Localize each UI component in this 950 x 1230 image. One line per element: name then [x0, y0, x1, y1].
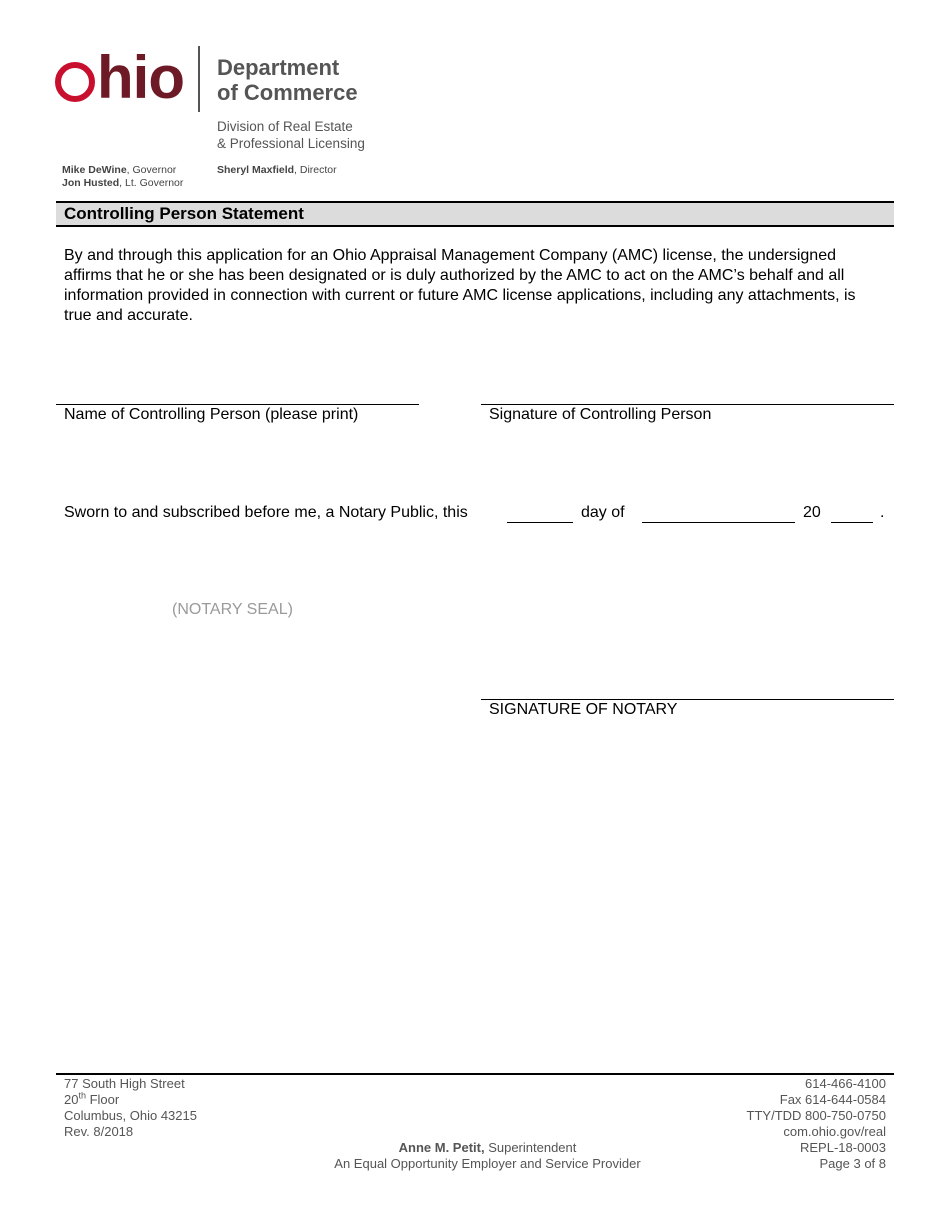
fax: Fax 614-644-0584 — [779, 1092, 886, 1107]
form-number: REPL-18-0003 — [800, 1140, 886, 1155]
lt-governor-title: , Lt. Governor — [119, 177, 184, 189]
sworn-period: . — [880, 504, 885, 521]
address-line-3: Columbus, Ohio 43215 — [64, 1108, 197, 1123]
tty: TTY/TDD 800-750-0750 — [746, 1108, 886, 1123]
logo-divider — [198, 46, 200, 112]
day-of-label: day of — [581, 504, 625, 521]
division-line-1: Division of Real Estate — [217, 119, 353, 134]
department-line-1: Department — [217, 55, 340, 80]
phone: 614-466-4100 — [805, 1076, 886, 1091]
year-prefix: 20 — [803, 504, 821, 521]
notary-signature-label: SIGNATURE OF NOTARY — [489, 701, 678, 718]
address-line-2: 20th Floor — [64, 1090, 120, 1107]
footer-contact — [747, 1076, 886, 1172]
website-link[interactable]: com.ohio.gov/real — [783, 1124, 886, 1139]
revision: Rev. 8/2018 — [64, 1124, 134, 1139]
ohio-logo-letters: hio — [97, 44, 184, 111]
department-name — [217, 55, 358, 105]
footer-rule — [56, 1073, 894, 1075]
state-officials — [62, 164, 183, 190]
ohio-logo — [55, 46, 184, 110]
day-blank[interactable] — [507, 522, 573, 523]
footer-address — [64, 1076, 197, 1140]
director-name: Sheryl Maxfield — [217, 164, 295, 176]
sworn-text: Sworn to and subscribed before me, a Notary Public, this — [64, 504, 468, 521]
division-name — [217, 118, 365, 152]
year-blank[interactable] — [831, 522, 873, 523]
director-title: , Director — [294, 164, 337, 176]
department-line-2: of Commerce — [217, 80, 358, 105]
month-blank[interactable] — [642, 522, 795, 523]
equal-opportunity: An Equal Opportunity Employer and Service Provider — [334, 1156, 641, 1171]
address-line-1: 77 South High Street — [64, 1076, 185, 1091]
name-label: Name of Controlling Person (please print) — [64, 406, 359, 423]
ohio-logo-o-ring — [55, 62, 95, 102]
governor-name: Mike DeWine — [62, 164, 127, 176]
section-title: Controlling Person Statement — [64, 204, 304, 223]
signature-label: Signature of Controlling Person — [489, 406, 712, 423]
division-line-2: & Professional Licensing — [217, 136, 365, 151]
director — [217, 164, 337, 177]
governor-title: , Governor — [126, 164, 177, 176]
superintendent-title: Superintendent — [484, 1140, 577, 1155]
superintendent-name: Anne M. Petit, — [398, 1140, 485, 1155]
lt-governor-name: Jon Husted — [62, 177, 120, 189]
affirmation-paragraph: By and through this application for an Ohio Appraisal Management Company (AMC) license, the undersigned affirms that he or she has been designated or is duly authorized by the AMC to act on the AMC’s behalf and all information provided in connection with current or future AMC license applications, including any attachments, is true and accurate. — [64, 247, 856, 324]
notary-seal-placeholder: (NOTARY SEAL) — [172, 601, 293, 618]
page-number: Page 3 of 8 — [819, 1156, 886, 1171]
